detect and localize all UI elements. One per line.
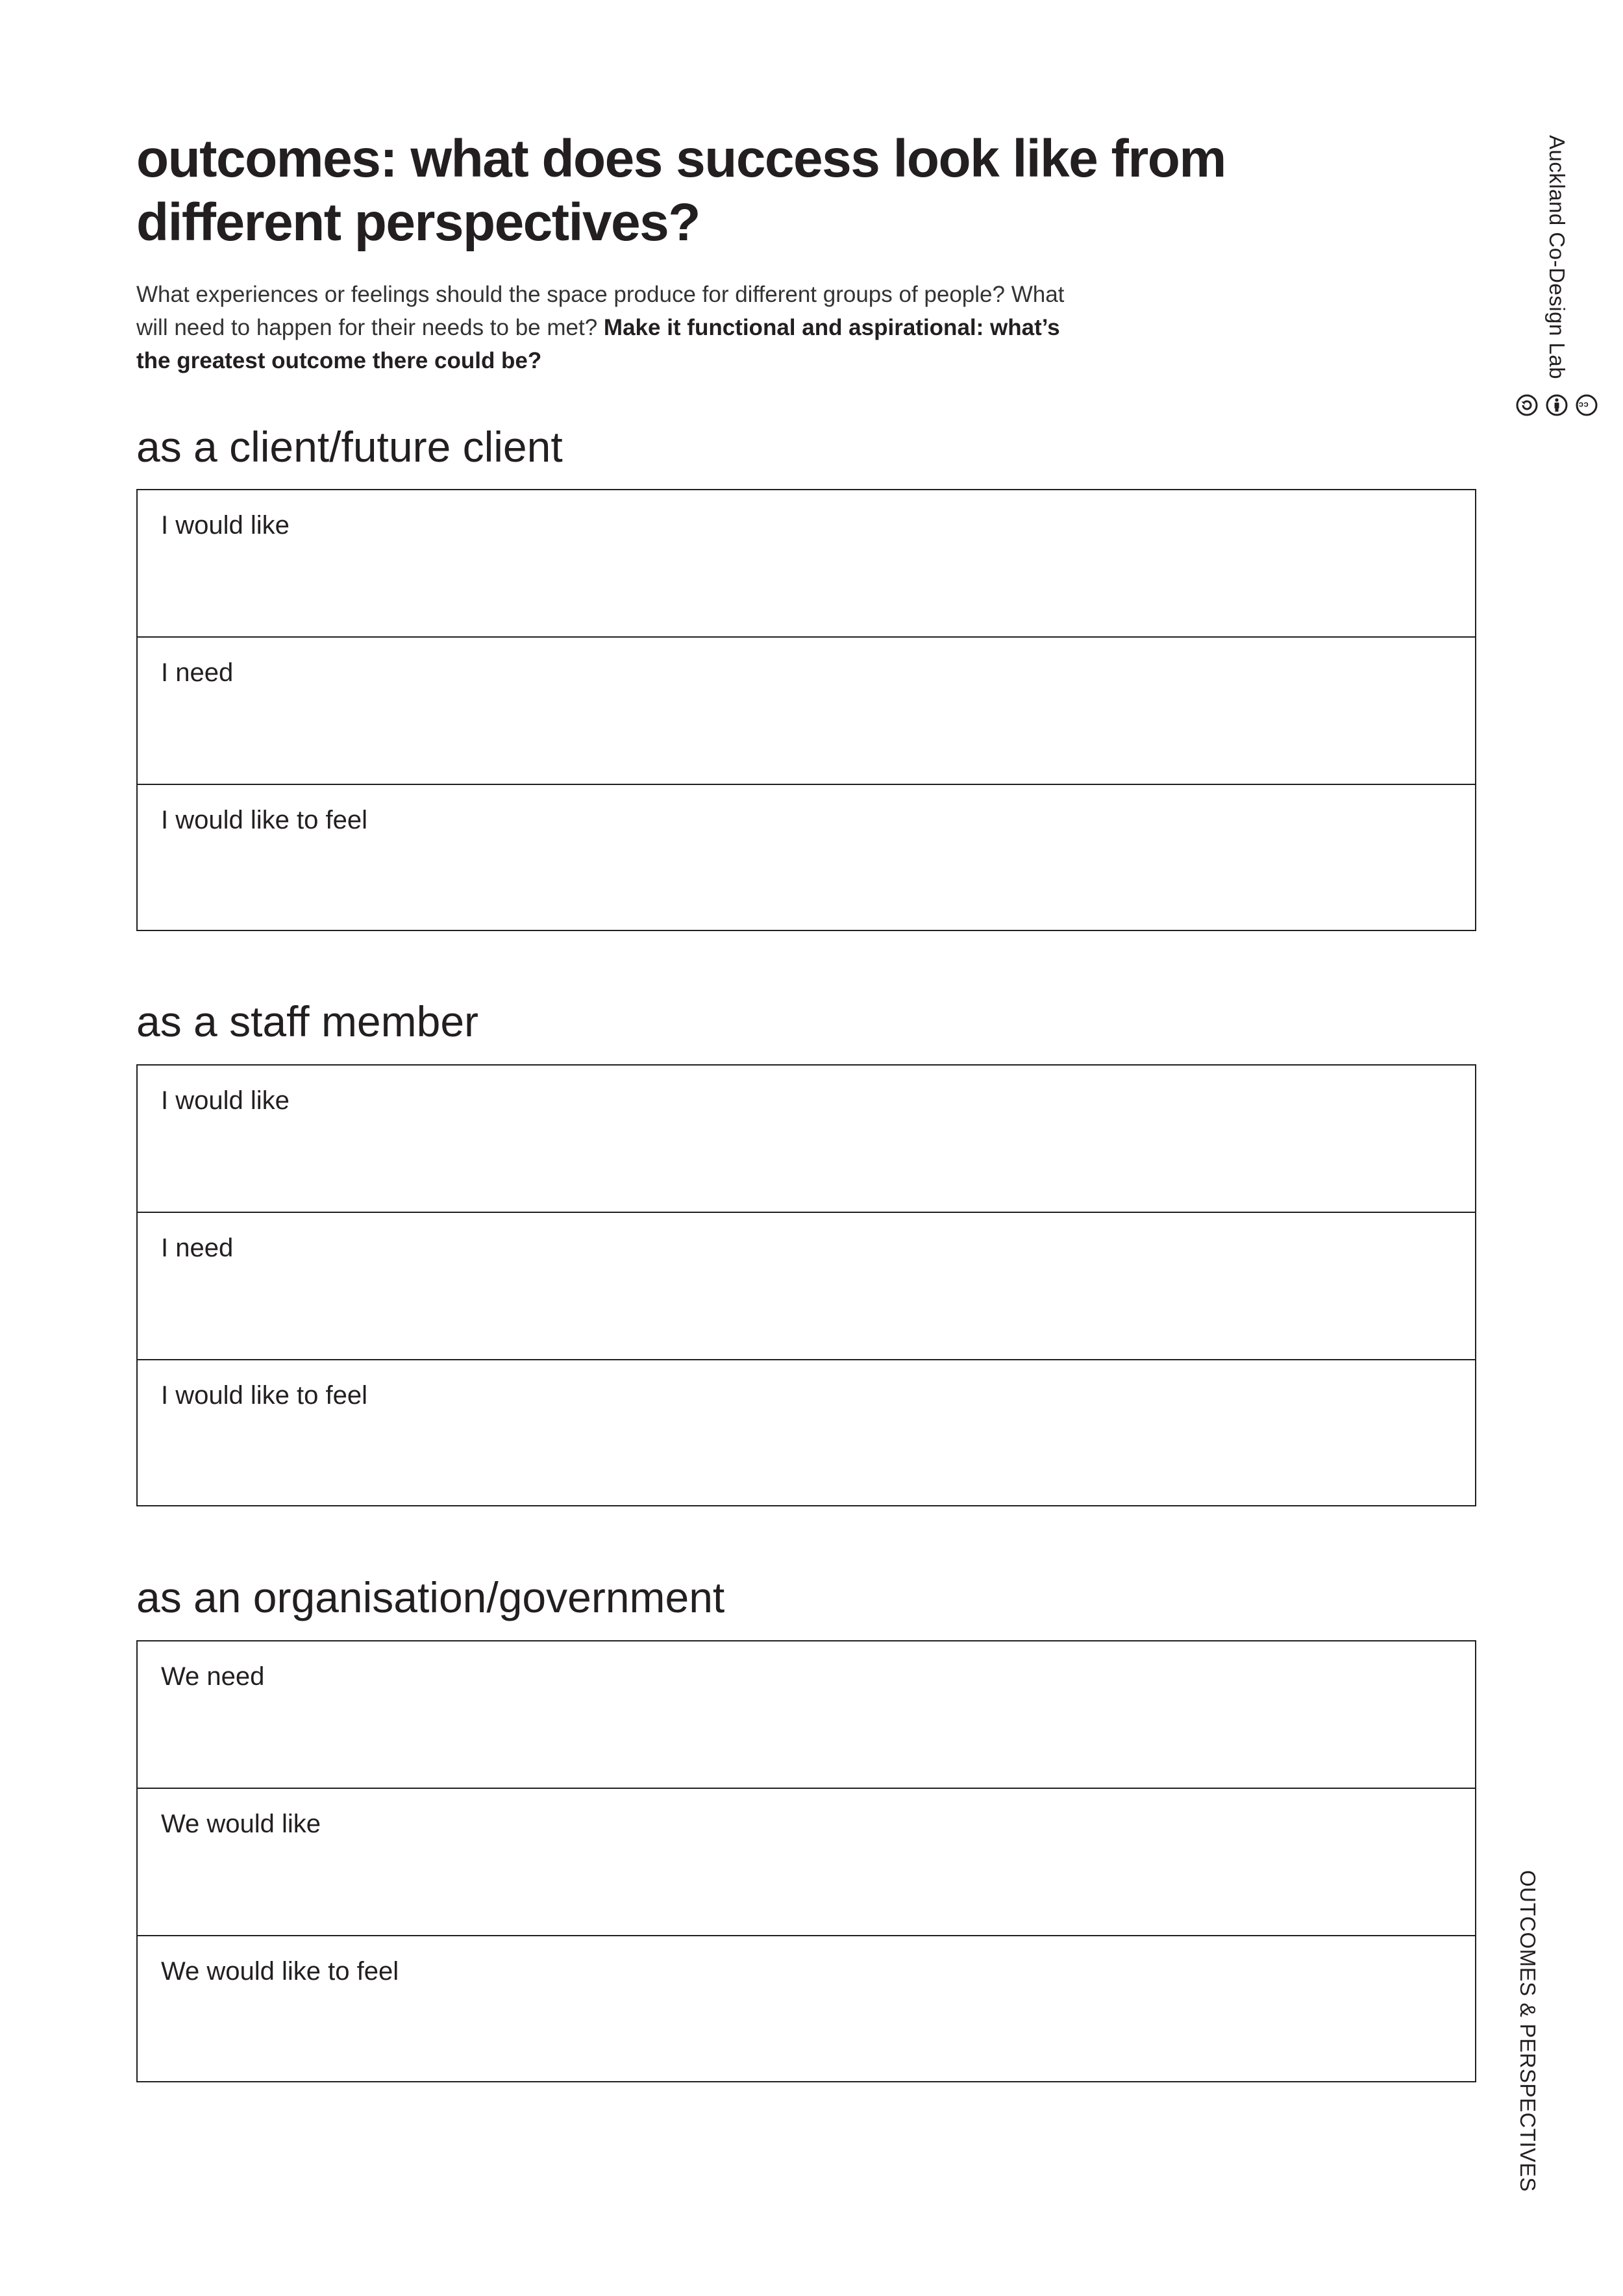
row-label: We would like to feel [161, 1957, 399, 1986]
svg-text:cc: cc [1578, 400, 1589, 410]
table-row[interactable] [138, 1213, 1475, 1360]
row-label: I would like to feel [161, 1381, 367, 1410]
cc-icon [1575, 393, 1598, 417]
table-row[interactable] [138, 1066, 1475, 1213]
organisation-table [136, 1640, 1476, 2082]
row-label: I need [161, 658, 234, 687]
row-label: I would like [161, 1086, 290, 1115]
row-label: I need [161, 1234, 234, 1262]
section-heading-client: as a client/future client [136, 423, 563, 471]
table-row[interactable] [138, 1360, 1475, 1508]
by-icon [1545, 393, 1568, 417]
row-label: We need [161, 1662, 265, 1691]
table-row[interactable] [138, 1789, 1475, 1936]
sidebar-footer: OUTCOMES & PERSPECTIVES [1516, 1870, 1540, 2192]
table-row[interactable] [138, 490, 1475, 638]
brand-name: Auckland Co-Design Lab [1545, 135, 1569, 380]
intro-bold: Make it functional and aspirational: what’s the greatest outcome there could be? [136, 315, 1060, 373]
page-title: outcomes: what does success look like from different perspectives? [136, 129, 1226, 252]
table-row[interactable] [138, 785, 1475, 932]
table-row[interactable] [138, 1936, 1475, 2084]
table-row[interactable] [138, 1641, 1475, 1789]
sa-icon [1515, 393, 1539, 417]
intro-text [136, 278, 1078, 377]
license-icons [1515, 393, 1598, 417]
client-table [136, 489, 1476, 931]
row-label: I would like [161, 511, 290, 540]
intro-plain: What experiences or feelings should the space produce for different groups of people? What will need to happen for their needs to be met? [136, 282, 1065, 340]
row-label: We would like [161, 1810, 321, 1838]
sidebar-brand [1515, 135, 1598, 417]
row-label: I would like to feel [161, 806, 367, 834]
section-heading-organisation: as an organisation/government [136, 1573, 725, 1621]
section-heading-staff: as a staff member [136, 997, 479, 1045]
table-row[interactable] [138, 638, 1475, 785]
staff-table [136, 1064, 1476, 1506]
